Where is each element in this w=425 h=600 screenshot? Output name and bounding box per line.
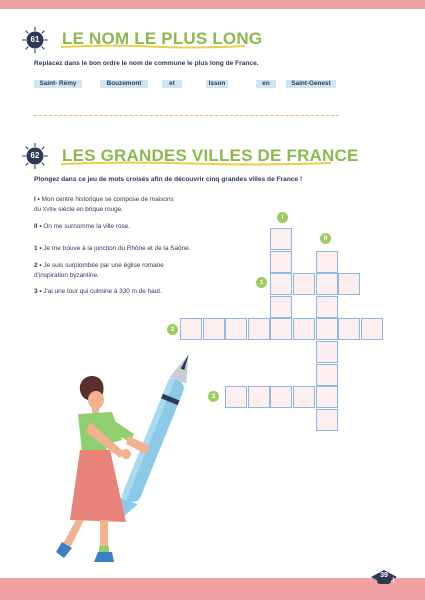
crossword-cell[interactable] (180, 318, 202, 340)
crossword-cell[interactable] (270, 386, 292, 408)
crossword-cell[interactable] (316, 296, 338, 318)
crossword-cell[interactable] (270, 318, 292, 340)
exercise-61-instruction: Replacez dans le bon ordre le nom de commune le plus long de France. (34, 60, 259, 67)
bottom-band (0, 578, 425, 600)
crossword-cell[interactable] (270, 251, 292, 273)
word-chip: Saint- Rémy (34, 80, 82, 88)
crossword-cell[interactable] (338, 318, 360, 340)
crossword-cell[interactable] (316, 364, 338, 386)
crossword-cell[interactable] (293, 386, 315, 408)
crossword-cell[interactable] (270, 296, 292, 318)
grid-label-I: I (277, 212, 288, 223)
answer-line (34, 115, 339, 116)
clue-3 (34, 287, 162, 297)
clue-II-number: II • (34, 223, 42, 230)
crossword-cell[interactable] (316, 251, 338, 273)
clue-I-century: XVIIIe (42, 206, 57, 213)
clue-3-text: J'ai une tour qui culmine à 330 m de haut. (43, 288, 162, 295)
word-chip: Bouzemont (100, 80, 148, 88)
crossword-cell[interactable] (316, 409, 338, 431)
crossword-cell[interactable] (248, 386, 270, 408)
page-number: 39 (380, 572, 388, 579)
top-band (0, 0, 425, 9)
crossword-cell[interactable] (316, 318, 338, 340)
exercise-62-instruction: Plongez dans ce jeu de mots croisés afin de découvrir cinq grandes villes de France ! (34, 176, 303, 183)
clue-I (34, 195, 234, 215)
crossword-cell[interactable] (225, 386, 247, 408)
grid-label-II: II (320, 233, 331, 244)
word-chip: et (162, 80, 182, 88)
crossword-cell[interactable] (316, 341, 338, 363)
clue-I-number: I • (34, 196, 40, 203)
crossword-cell[interactable] (270, 273, 292, 295)
crossword-cell[interactable] (225, 318, 247, 340)
grid-label-1: 1 (256, 277, 267, 288)
clue-I-text-b: du (34, 205, 42, 213)
exercise-61-title: LE NOM LE PLUS LONG (62, 29, 263, 48)
crossword-cell[interactable] (293, 273, 315, 295)
clue-1 (34, 244, 190, 254)
clue-I-text-c: siècle en brique rouge. (58, 205, 123, 213)
crossword-cell[interactable] (293, 318, 315, 340)
exercise-62-number: 62 (30, 151, 40, 160)
clue-3-number: 3 • (34, 288, 42, 295)
crossword-cell[interactable] (316, 386, 338, 408)
word-chip: Saint-Genest (286, 80, 336, 88)
clue-2 (34, 261, 164, 280)
clue-2-number: 2 • (34, 262, 42, 269)
crossword-cell[interactable] (316, 273, 338, 295)
exercise-62-title: LES GRANDES VILLES DE FRANCE (62, 146, 359, 165)
grid-label-2: 2 (167, 324, 178, 335)
word-chip: Isson (206, 80, 228, 88)
girl-with-pen-illustration (50, 352, 200, 567)
exercise-61-number: 61 (30, 35, 40, 44)
word-chip: en (256, 80, 276, 88)
clue-I-text: Mon centre historique se compose de maisons (41, 196, 174, 203)
clue-2-text: Je suis surplombée par une église romane (43, 262, 164, 269)
crossword-cell[interactable] (338, 273, 360, 295)
clue-1-text: Je me trouve à la jonction du Rhône et de la Saône. (43, 245, 191, 252)
crossword-cell[interactable] (248, 318, 270, 340)
grid-label-3: 3 (208, 391, 219, 402)
crossword-cell[interactable] (270, 228, 292, 250)
clue-1-number: 1 • (34, 245, 42, 252)
crossword-cell[interactable] (203, 318, 225, 340)
clue-II-text: On me surnomme la ville rose. (43, 223, 131, 230)
crossword-cell[interactable] (361, 318, 383, 340)
clue-2-text-b: d'inspiration byzantine. (34, 271, 99, 279)
clue-II (34, 222, 130, 232)
